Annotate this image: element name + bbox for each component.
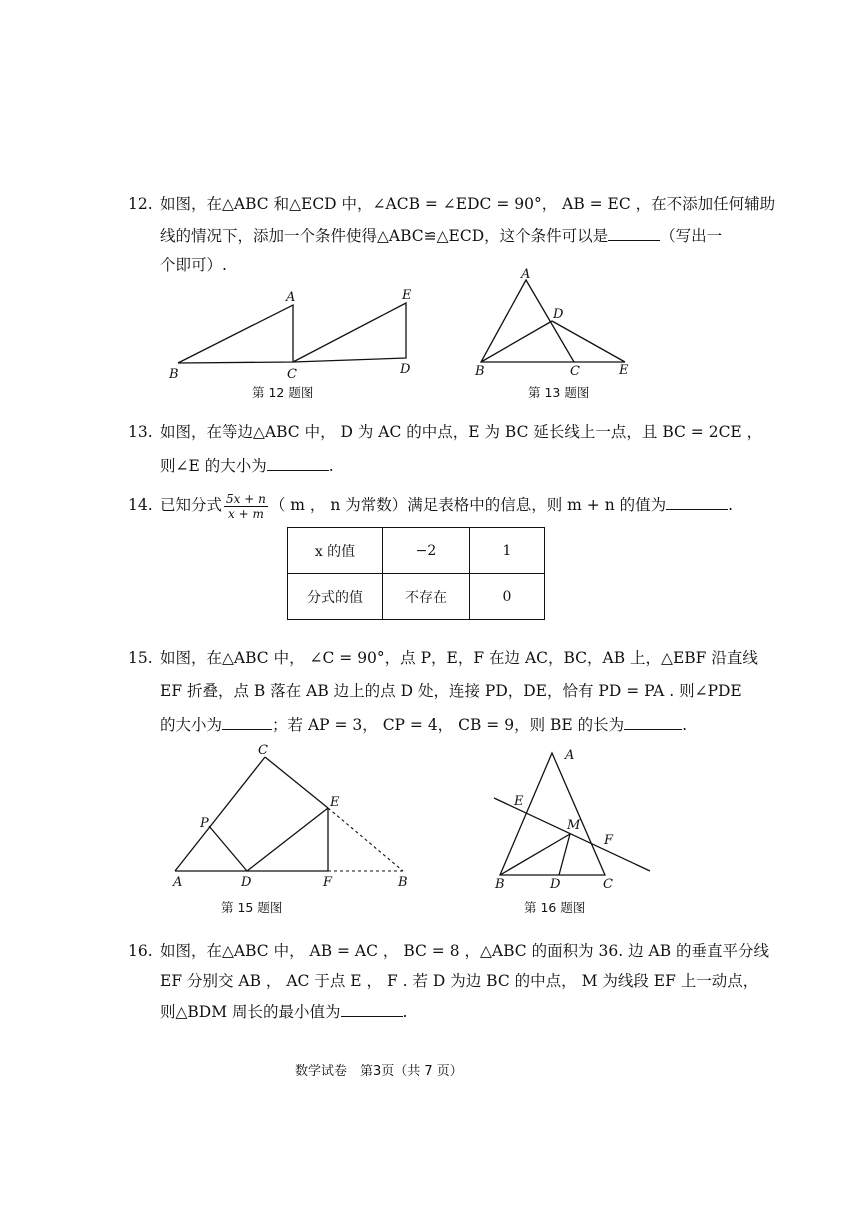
q13-label-d: D bbox=[553, 307, 564, 322]
table-row bbox=[288, 528, 545, 574]
q12-line2 bbox=[160, 224, 722, 247]
q15-label-p: P bbox=[200, 816, 209, 831]
table-cell: 0 bbox=[470, 574, 545, 620]
q12-label-b: B bbox=[169, 367, 179, 382]
q12-triangle-ecd bbox=[293, 303, 406, 362]
q14-answer-blank[interactable] bbox=[666, 493, 728, 510]
q12-label-e: E bbox=[402, 288, 412, 303]
q14-number: 14. bbox=[128, 496, 153, 514]
q12-answer-blank[interactable] bbox=[608, 224, 660, 241]
q16-triangle-abc bbox=[500, 753, 605, 875]
q12-label-a: A bbox=[286, 290, 296, 305]
q14-tail: . bbox=[728, 496, 734, 514]
q13-line2-tail: . bbox=[328, 457, 334, 475]
q15-figure bbox=[165, 740, 420, 892]
q16-line3 bbox=[160, 1000, 407, 1023]
q13-label-a: A bbox=[521, 267, 531, 282]
q16-label-d: D bbox=[550, 877, 561, 891]
table-cell: 分式的值 bbox=[288, 574, 383, 620]
q15-label-f: F bbox=[323, 875, 333, 890]
q15-line3-a: 的大小为 bbox=[160, 716, 223, 734]
q15-label-a: A bbox=[173, 875, 183, 890]
q15-line1: 如图，在△ABC 中， ∠C = 90°，点 P，E，F 在边 AC，BC，AB 上，△EBF 沿直线 bbox=[160, 649, 758, 667]
q16-caption: 第 16 题图 bbox=[524, 900, 586, 915]
q15-label-e: E bbox=[330, 795, 340, 810]
q12-label-c: C bbox=[287, 367, 297, 382]
q14-line bbox=[160, 486, 733, 524]
table-cell: x 的值 bbox=[288, 528, 383, 574]
q15-label-b: B bbox=[398, 875, 408, 890]
q16-line1: 如图，在△ABC 中， AB = AC ， BC = 8 ，△ABC 的面积为 36. 边 AB 的垂直平分线 bbox=[160, 942, 770, 960]
q15-line2: EF 折叠，点 B 落在 AB 边上的点 D 处，连接 PD，DE，恰有 PD = PA . 则∠PDE bbox=[160, 682, 742, 700]
q16-label-c: C bbox=[603, 877, 613, 891]
q14-suffix: （ m ， n 为常数）满足表格中的信息，则 m + n 的值为 bbox=[269, 496, 667, 514]
q14-prefix: 已知分式 bbox=[160, 496, 223, 514]
q13-caption: 第 13 题图 bbox=[528, 385, 590, 400]
q12-number: 12. bbox=[128, 195, 153, 213]
q13-line2-text: 则∠E 的大小为 bbox=[160, 457, 267, 475]
q16-answer-blank[interactable] bbox=[341, 1000, 403, 1017]
q16-label-b: B bbox=[495, 877, 505, 891]
q13-segment-de bbox=[552, 321, 625, 362]
q15-answer-blank-1[interactable] bbox=[222, 713, 272, 730]
q14-fraction bbox=[224, 492, 268, 521]
q16-label-f: F bbox=[604, 833, 614, 848]
table-cell: 1 bbox=[470, 528, 545, 574]
q12-line2-tail: （写出一 bbox=[660, 227, 723, 245]
q15-caption: 第 15 题图 bbox=[221, 900, 283, 915]
q15-line3-b: ；若 AP = 3， CP = 4， CB = 9，则 BE 的长为 bbox=[272, 716, 625, 734]
q16-line3-text: 则△BDM 周长的最小值为 bbox=[160, 1003, 341, 1021]
q16-segment-bm bbox=[500, 834, 570, 875]
q13-line2 bbox=[160, 454, 334, 477]
q15-segment-ce bbox=[265, 757, 328, 808]
q13-answer-blank[interactable] bbox=[267, 454, 329, 471]
table-cell: 不存在 bbox=[383, 574, 470, 620]
q15-side-ac bbox=[175, 757, 265, 871]
q13-line1: 如图，在等边△ABC 中， D 为 AC 的中点，E 为 BC 延长线上一点，且 BC = 2CE ， bbox=[160, 423, 763, 441]
q15-answer-blank-2[interactable] bbox=[624, 713, 682, 730]
q16-label-m: M bbox=[567, 818, 581, 833]
q15-dashed-eb bbox=[328, 808, 403, 871]
table-row bbox=[288, 574, 545, 620]
q16-label-e: E bbox=[514, 794, 524, 809]
q12-label-d: D bbox=[400, 362, 411, 377]
q13-figure bbox=[468, 266, 638, 382]
q15-line3 bbox=[160, 713, 687, 736]
q13-number: 13. bbox=[128, 423, 153, 441]
page-footer: 数学试卷 第3页（共 7 页） bbox=[295, 1064, 463, 1079]
q15-label-c: C bbox=[258, 743, 268, 758]
q15-segment-de bbox=[247, 808, 328, 871]
q12-figure bbox=[160, 285, 430, 385]
q15-label-d: D bbox=[241, 875, 252, 890]
q14-table bbox=[287, 527, 545, 620]
q14-fraction-denominator: x + m bbox=[228, 506, 264, 521]
q12-line3: 个即可）. bbox=[160, 256, 227, 274]
q12-line1: 如图，在△ABC 和△ECD 中，∠ACB = ∠EDC = 90°， AB = EC ，在不添加任何辅助 bbox=[160, 195, 776, 213]
q16-label-a: A bbox=[565, 748, 575, 763]
q12-triangle-abc bbox=[178, 305, 293, 363]
q16-number: 16. bbox=[128, 942, 153, 960]
q15-segment-pd bbox=[209, 826, 247, 871]
q12-line2-text: 线的情况下，添加一个条件使得△ABC≌△ECD，这个条件可以是 bbox=[160, 227, 609, 245]
q15-line3-c: . bbox=[682, 716, 688, 734]
q14-fraction-numerator: 5x + n bbox=[226, 491, 266, 506]
q13-label-b: B bbox=[475, 364, 485, 379]
q13-label-e: E bbox=[619, 363, 629, 378]
q16-figure bbox=[488, 745, 658, 891]
table-cell: −2 bbox=[383, 528, 470, 574]
q16-line3-tail: . bbox=[402, 1003, 408, 1021]
q15-number: 15. bbox=[128, 649, 153, 667]
q16-line2: EF 分别交 AB ， AC 于点 E ， F . 若 D 为边 BC 的中点， M 为线段 EF 上一动点， bbox=[160, 972, 759, 990]
q12-caption: 第 12 题图 bbox=[252, 385, 314, 400]
q13-label-c: C bbox=[570, 364, 580, 379]
